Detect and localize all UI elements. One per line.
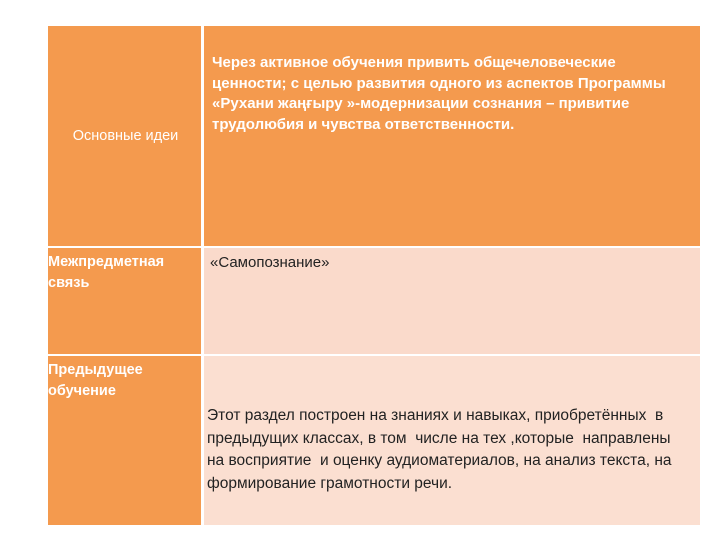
previous-learning-label: Предыдущее обучение — [48, 362, 143, 399]
interdisciplinary-label: Межпредметная связь — [48, 254, 165, 291]
main-ideas-content-cell — [204, 26, 700, 248]
interdisciplinary-label-cell — [48, 248, 204, 356]
main-ideas-label-cell — [48, 26, 204, 248]
lesson-plan-table — [48, 26, 700, 525]
previous-learning-content-cell — [204, 356, 700, 525]
interdisciplinary-content-cell — [204, 248, 700, 356]
main-ideas-label: Основные идеи — [72, 128, 179, 144]
previous-learning-content: Этот раздел построен на знаниях и навыках, приобретённых в предыдущих классах, в том числе на тех ,которые направлены на восприятие и оценку аудиоматериалов, на анализ текста, на формирование грамотности речи. — [207, 407, 676, 492]
interdisciplinary-content: «Самопознание» — [210, 254, 330, 271]
previous-learning-label-cell — [48, 356, 204, 525]
main-ideas-content: Через активное обучения привить общечеловеческие ценности; с целью развития одного из аспектов Программы «Рухани жаңғыру »-модернизации сознания – привитие трудолюбия и чувства ответственности. — [212, 54, 675, 133]
